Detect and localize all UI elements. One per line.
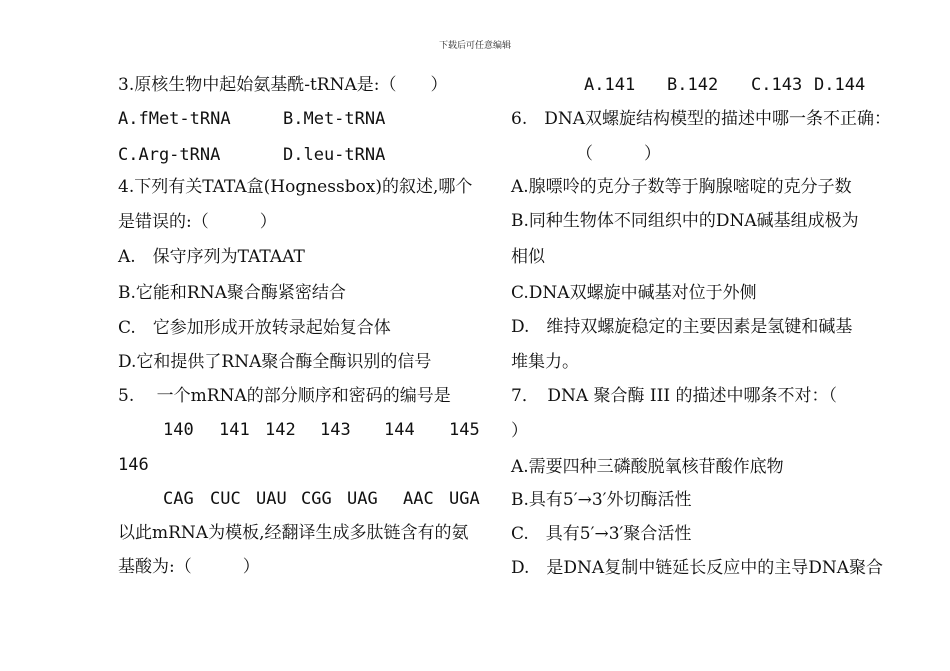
q7-stem-line1: 7． DNA 聚合酶 III 的描述中哪条不对：（ [511,386,837,406]
q5-number: 142 [265,420,296,440]
q5-stem-line3: 以此mRNA为模板,经翻译生成多肽链含有的氨 [118,523,469,543]
q5-stem-line4: 基酸为:（ ） [118,557,260,577]
q5-codon: UAG [347,489,378,509]
q6-option-c: C.DNA双螺旋中碱基对位于外侧 [511,283,757,303]
q5-codon: UAU [256,489,287,509]
q6-option-d-line1: D. 维持双螺旋稳定的主要因素是氢键和碱基 [511,317,853,337]
q3-option-b: B.Met-tRNA [283,109,386,129]
q4-option-d: D.它和提供了RNA聚合酶全酶识别的信号 [118,352,432,372]
q4-stem-line1: 4.下列有关TATA盒(Hognessbox)的叙述,哪个 [118,177,473,197]
q5-stem: 5. 一个mRNA的部分顺序和密码的编号是 [118,386,451,406]
q5-codon: AAC [403,489,434,509]
q5-option-c: C.143 [751,75,803,95]
q6-option-b-line2: 相似 [511,247,545,267]
q5-option-d: D.144 [814,75,866,95]
q5-number: 141 [219,420,250,440]
q5-codon: CGG [301,489,332,509]
q5-number: 145 [449,420,480,440]
q6-stem-line1: 6. DNA双螺旋结构模型的描述中哪一条不正确： [511,109,892,129]
q6-option-d-line2: 堆集力。 [511,352,579,372]
q5-codon: CUC [210,489,241,509]
q4-option-a: A. 保守序列为TATAAT [118,247,305,267]
q3-option-a: A.fMet-tRNA [118,109,231,129]
q5-number: 144 [384,420,415,440]
q7-option-b: B.具有5′→3′外切酶活性 [511,490,692,510]
q7-stem-line2: ） [511,421,528,441]
q4-stem-line2: 是错误的:（ ） [118,212,277,232]
q5-number: 140 [163,420,194,440]
q5-number-last: 146 [118,455,149,475]
q6-option-b-line1: B.同种生物体不同组织中的DNA碱基组成极为 [511,211,859,231]
q4-option-b: B.它能和RNA聚合酶紧密结合 [118,283,346,303]
q5-codon: UGA [449,489,480,509]
q6-stem-line2: （ ） [576,144,661,164]
q3-option-d: D.leu-tRNA [283,145,386,165]
q7-option-d: D. 是DNA复制中链延长反应中的主导DNA聚合 [511,558,883,578]
q4-option-c: C. 它参加形成开放转录起始复合体 [118,318,391,338]
q7-option-a: A.需要四种三磷酸脱氧核苷酸作底物 [511,457,784,477]
q6-option-a: A.腺嘌呤的克分子数等于胸腺嘧啶的克分子数 [511,177,852,197]
q5-option-a: A.141 [584,75,636,95]
q3-stem: 3.原核生物中起始氨基酰-tRNA是:（ ） [118,75,448,95]
page-header: 下载后可任意编辑 [438,41,511,51]
q5-number: 143 [320,420,351,440]
q5-option-b: B.142 [667,75,719,95]
q3-option-c: C.Arg-tRNA [118,145,221,165]
q7-option-c: C. 具有5′→3′聚合活性 [511,524,692,544]
q5-codon: CAG [163,489,194,509]
